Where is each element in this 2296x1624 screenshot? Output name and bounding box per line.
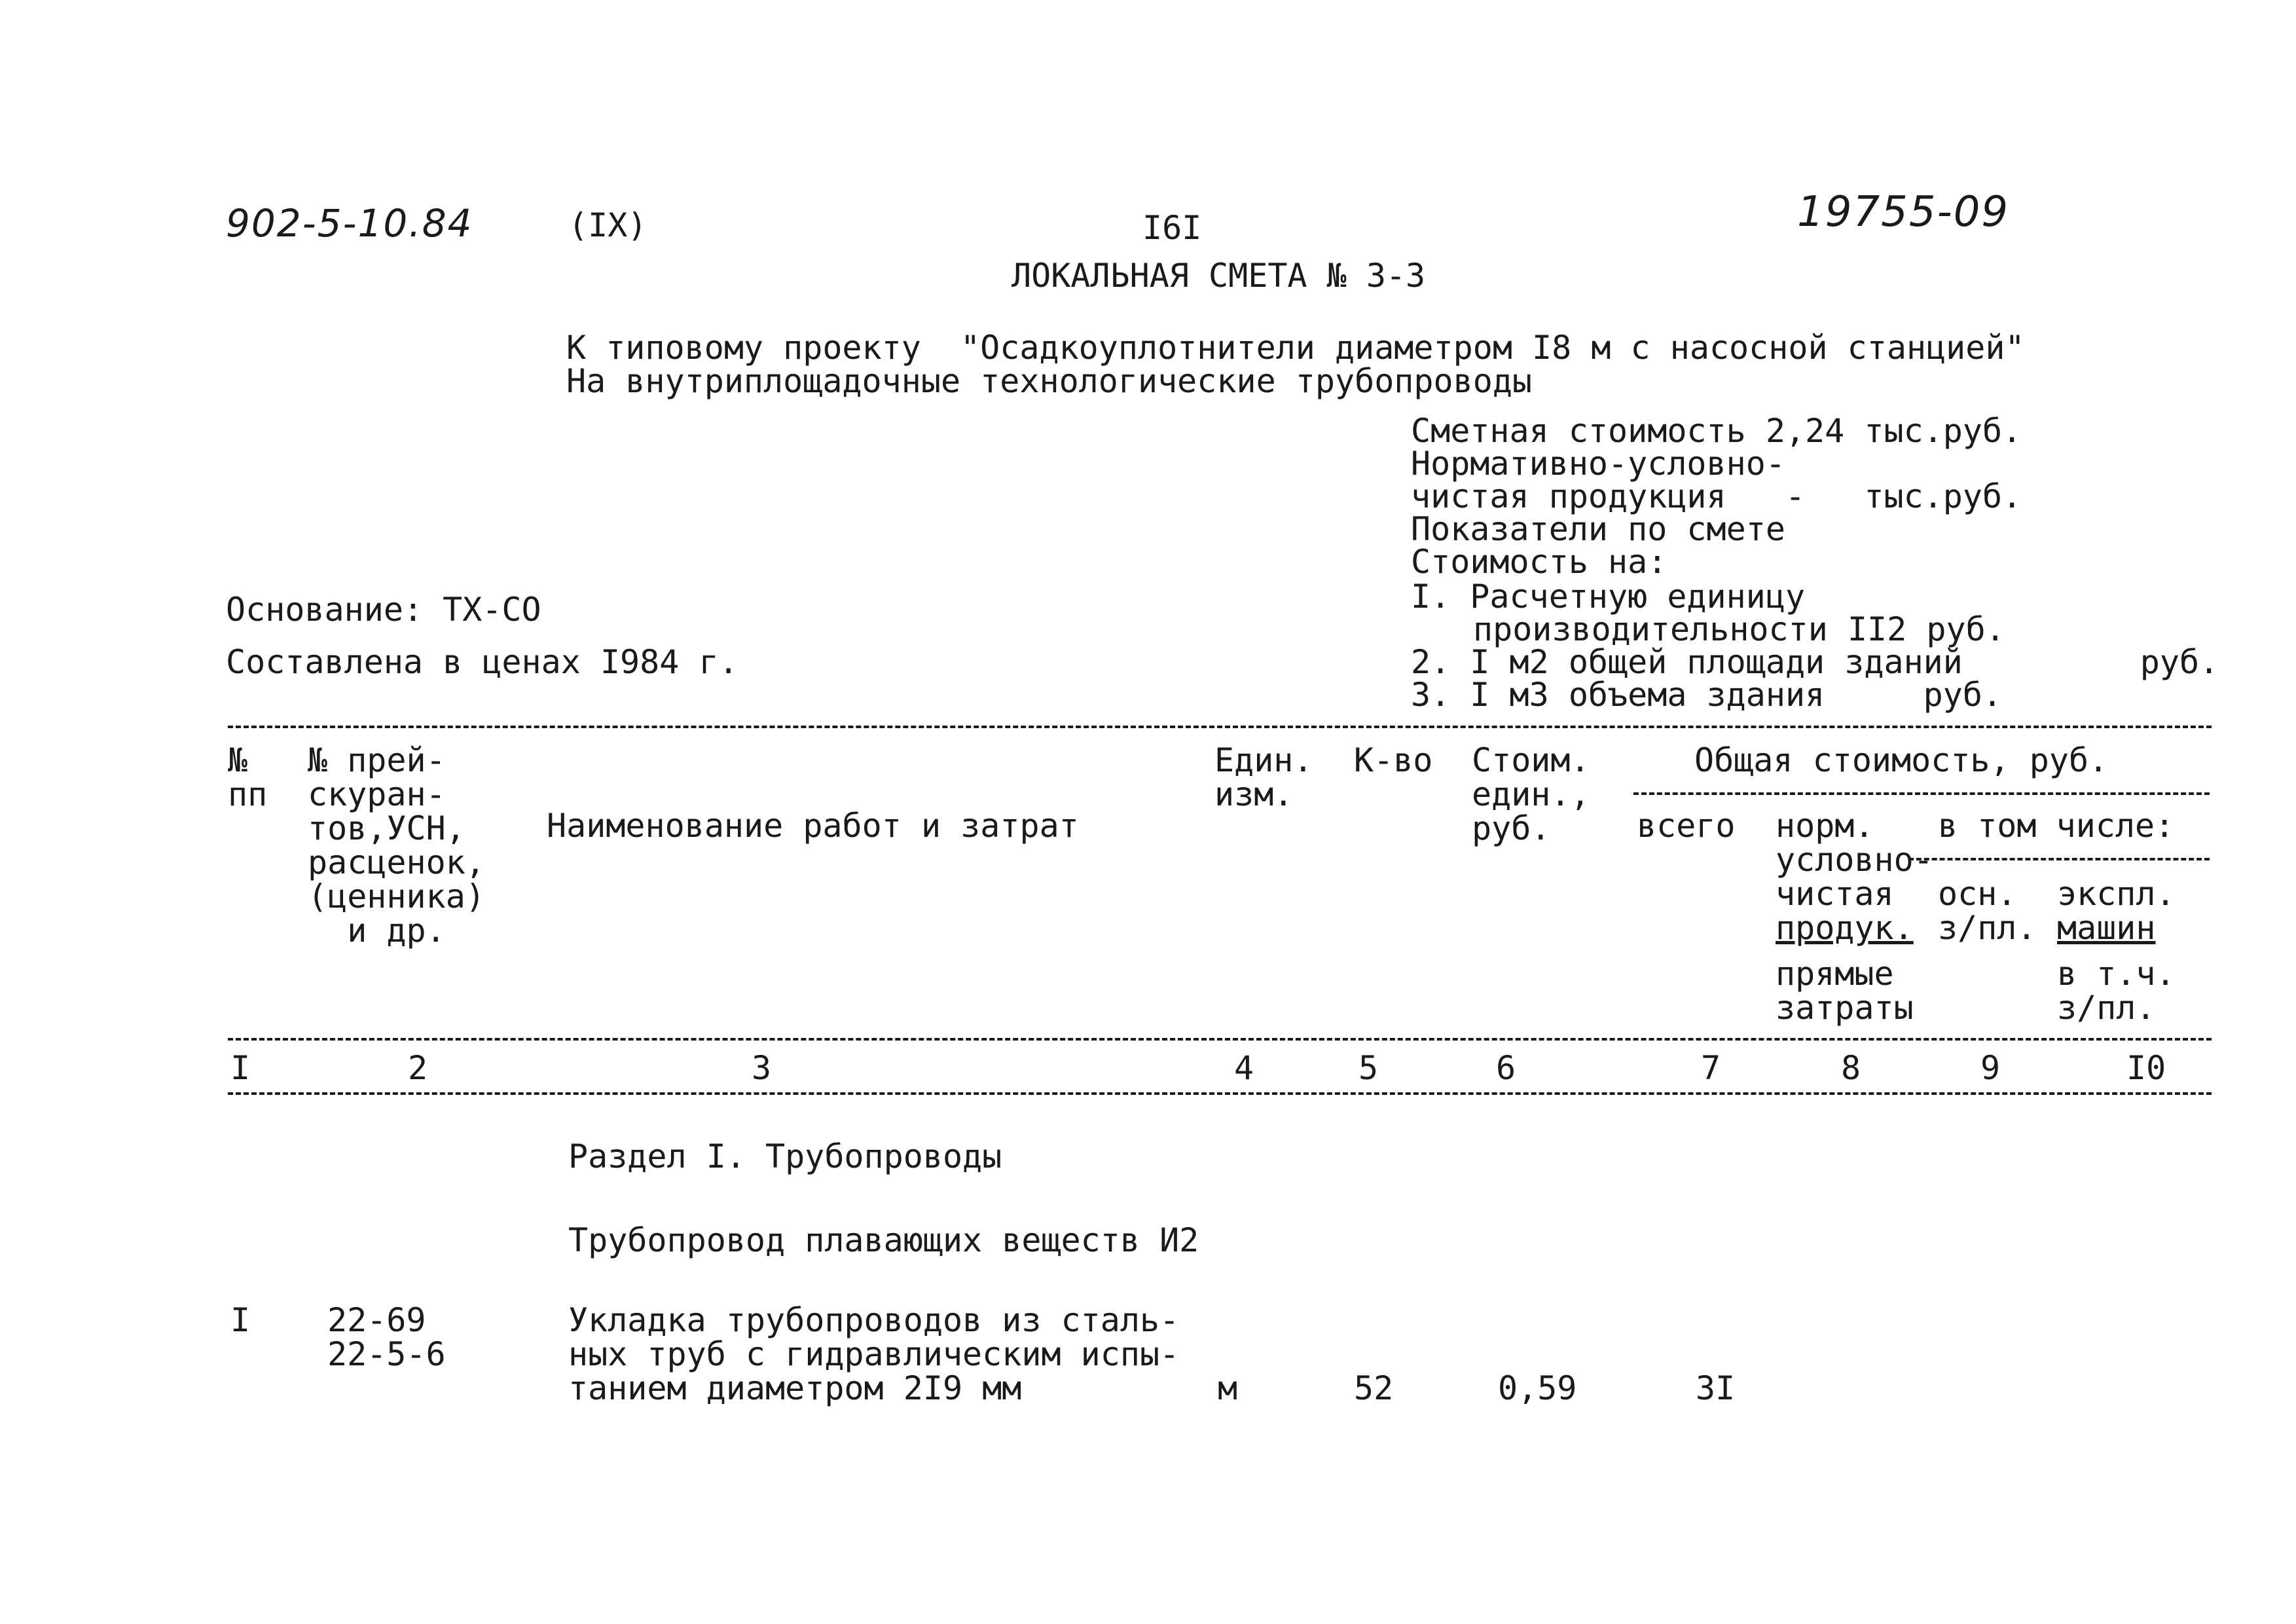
document-title: ЛОКАЛЬНАЯ СМЕТА № 3-3 <box>1011 257 1426 295</box>
column-number: 2 <box>408 1049 428 1087</box>
row-name: Укладка трубопроводов из сталь- ных труб с гидравлическим испы- танием диаметром 2I9 мм <box>568 1301 1180 1407</box>
normative-line-1: Нормативно-условно- <box>1411 445 1785 483</box>
column-number: I <box>230 1049 251 1087</box>
volume-label: (IX) <box>568 206 647 244</box>
col-header-7: всего <box>1637 807 1736 845</box>
in-that-rule <box>1908 858 2210 860</box>
col-header-10-under: машин <box>2057 909 2156 947</box>
prices-line: Составлена в ценах I984 г. <box>226 643 738 681</box>
row-codes: 22-69 22-5-6 <box>327 1301 446 1373</box>
column-number: 6 <box>1496 1049 1516 1087</box>
column-number: 9 <box>1980 1049 2001 1087</box>
normative-line-2: чистая продукция - тыс.руб. <box>1411 477 2022 515</box>
project-line: К типовому проекту "Осадкоуплотнители диаметром I8 м с насосной станцией" <box>566 329 2025 367</box>
column-number: I0 <box>2126 1049 2166 1087</box>
col-header-2: № прей- скуран- тов,УСН, расценок, (ценника) и др. <box>308 741 485 950</box>
section-title: Раздел I. Трубопроводы <box>568 1137 1002 1175</box>
incl-wages-label: в т.ч. з/пл. <box>2057 955 2176 1027</box>
estimate-cost: Сметная стоимость 2,24 тыс.руб. <box>1411 412 2022 450</box>
col-header-8-under: продук. <box>1776 909 1914 947</box>
direct-costs-label: прямые затраты <box>1776 955 1914 1027</box>
document-id: 19755-09 <box>1797 188 2010 236</box>
indicator-1b: производительности II2 руб. <box>1473 610 2005 648</box>
row-unit-cost: 0,59 <box>1498 1369 1577 1407</box>
table-top-rule <box>228 726 2212 728</box>
total-cost-rule <box>1633 792 2210 795</box>
total-cost-title: Общая стоимость, руб. <box>1694 741 2109 779</box>
subject-line: На внутриплощадочные технологические трубопроводы <box>566 362 1533 400</box>
basis-line: Основание: ТХ-СО <box>226 591 541 629</box>
header-bottom-rule <box>228 1038 2212 1041</box>
row-quantity: 52 <box>1354 1369 1394 1407</box>
page-number: I6I <box>1142 209 1202 247</box>
column-number: 8 <box>1841 1049 1861 1087</box>
row-unit: м <box>1218 1369 1238 1407</box>
column-number: 7 <box>1701 1049 1721 1087</box>
indicator-1a: I. Расчетную единицу <box>1411 578 1806 616</box>
project-code: 902-5-10.84 <box>226 201 473 246</box>
col-header-5: К-во <box>1354 741 1433 779</box>
col-header-1: № пп <box>228 741 268 813</box>
col-header-6: Стоим. един., руб. <box>1472 741 1590 847</box>
indicators-label: Показатели по смете <box>1411 510 1785 548</box>
column-number: 4 <box>1234 1049 1254 1087</box>
column-number: 3 <box>752 1049 772 1087</box>
row-total: 3I <box>1696 1369 1736 1407</box>
col-header-3: Наименование работ и затрат <box>547 807 1079 845</box>
indicator-3: 3. I м3 объема здания руб. <box>1411 676 2003 714</box>
cost-on-label: Стоимость на: <box>1411 543 1667 581</box>
column-number-rule <box>228 1092 2212 1095</box>
indicator-2: 2. I м2 общей площади зданий руб. <box>1411 643 2219 681</box>
column-number: 5 <box>1358 1049 1379 1087</box>
row-number: I <box>230 1301 251 1339</box>
col-header-10: экспл. <box>2057 875 2176 913</box>
col-header-4: Един. изм. <box>1214 741 1313 813</box>
col-header-9: осн. з/пл. <box>1938 875 2037 947</box>
in-that-label: в том числе: <box>1938 807 2175 845</box>
col-header-8: норм. условно- чистая <box>1776 807 1933 913</box>
section-subtitle: Трубопровод плавающих веществ И2 <box>568 1221 1199 1259</box>
